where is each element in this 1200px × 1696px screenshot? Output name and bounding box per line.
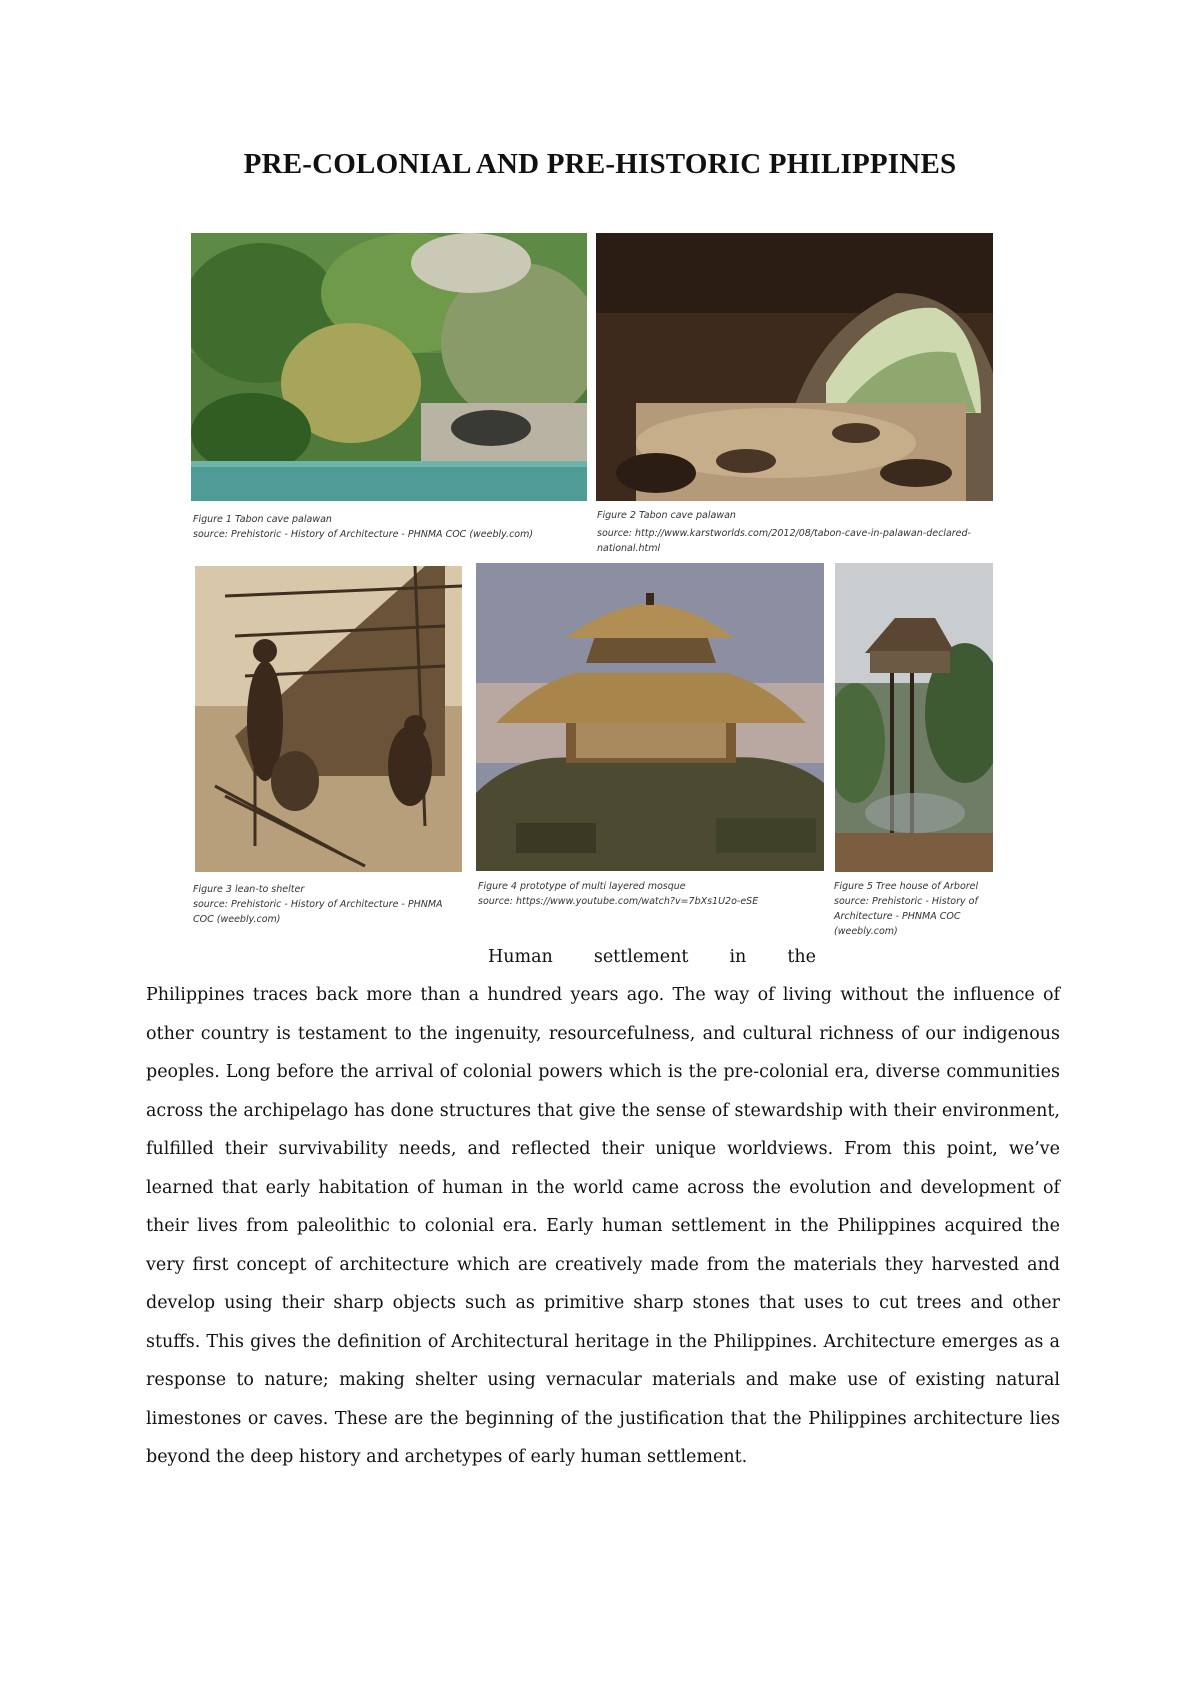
figure-5-source: source: Prehistoric - History of Architecture - PHNMA COC (weebly.com) — [834, 896, 978, 937]
lead-word: the — [787, 947, 816, 967]
figure-4-caption — [478, 879, 828, 909]
lead-line — [488, 938, 816, 977]
figure-5-caption — [834, 879, 994, 939]
lead-word: Human — [488, 947, 553, 967]
figure-3-image — [195, 566, 462, 872]
figure-4-source: source: https://www.youtube.com/watch?v=7bXs1U2o-eSE — [478, 896, 759, 907]
body-paragraph: Philippines traces back more than a hundred years ago. The way of living without the influence of other country is testament to the ingenuity, resourcefulness, and cultural richness of our indigenous peoples. Long before the arrival of colonial powers which is the pre-colonial era, diverse communities across the archipelago has done structures that give the sense of stewardship with their environment, fulfilled their survivability needs, and reflected their unique worldviews. From this point, we’ve learned that early habitation of human in the world came across the evolution and development of their lives from paleolithic to colonial era. Early human settlement in the Philippines acquired the very first concept of architecture which are creatively made from the materials they harvested and develop using their sharp objects such as primitive sharp stones that uses to cut trees and other stuffs. This gives the definition of Architectural heritage in the Philippines. Architecture emerges as a response to nature; making shelter using vernacular materials and make use of existing natural limestones or caves. These are the beginning of the justification that the Philippines architecture lies beyond the deep history and archetypes of early human settlement. — [146, 985, 1060, 1467]
figure-1-image — [191, 233, 587, 501]
figure-3-source: source: Prehistoric - History of Architecture - PHNMA COC (weebly.com) — [193, 899, 443, 925]
figure-1-title: Figure 1 Tabon cave palawan — [193, 514, 332, 525]
figure-3-caption — [193, 882, 463, 927]
page-title: PRE-COLONIAL AND PRE-HISTORIC PHILIPPINES — [243, 148, 957, 180]
figure-2-caption — [597, 508, 997, 556]
figure-5-image — [835, 563, 993, 872]
figure-2-title: Figure 2 Tabon cave palawan — [597, 510, 736, 521]
lead-word: in — [729, 947, 747, 967]
figure-3-title: Figure 3 lean-to shelter — [193, 884, 305, 895]
figure-5-title: Figure 5 Tree house of Arborel — [834, 881, 979, 892]
figure-4-image — [476, 563, 824, 871]
figure-1-caption — [193, 512, 593, 542]
figure-2-image — [596, 233, 993, 501]
figure-4-title: Figure 4 prototype of multi layered mosque — [478, 881, 686, 892]
figure-2-source: source: http://www.karstworlds.com/2012/08/tabon-cave-in-palawan-declared-national.html — [597, 528, 971, 554]
figure-1-source: source: Prehistoric - History of Architecture - PHNMA COC (weebly.com) — [193, 529, 534, 540]
lead-word: settlement — [593, 947, 689, 967]
